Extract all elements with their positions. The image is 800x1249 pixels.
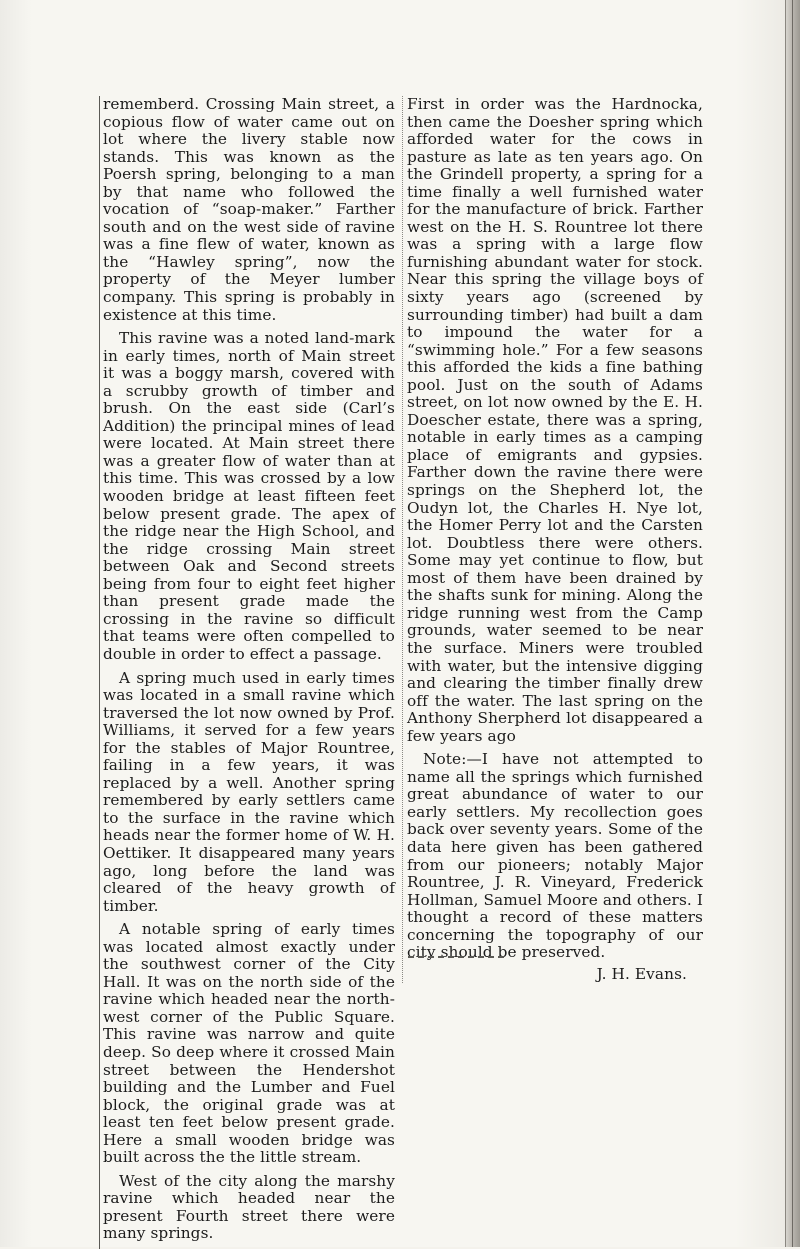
paragraph: First in order was the Hardnocka, then came the Doesher spring which afforded water for the cows in pasture as late as ten years ago. On the Grindell property, a spring for a time finally a well furnished water for the manufacture of brick. Farther west on the H. S. Rountree lot there was a spring with a large flow furnishing abundant water for stock. Near this spring the village boys of sixty years ago (screened by surrounding timber) had built a dam to impound the water for a “swimming hole.” For a few seasons this afforded the kids a fine bathing pool. Just on the south of Adams street, on lot now owned by the E. H. Doescher estate, there was a spring, notable in early times as a camping place of emigrants and gypsies. Farther down the ravine there were springs on the Shepherd lot, the Oudyn lot, the Charles H. Nye lot, the Homer Perry lot and the Carsten lot. Doubtless there were others. Some may yet continue to flow, but most of them have been drained by the shafts sunk for mining. Along the ridge running west from the Camp grounds, water seemed to be near the surface. Miners were troubled with water, but the intensive digging and clearing the timber finally drew off the water. The last spring on the Anthony Sherpherd lot disappeared a few years ago bbox=[407, 95, 703, 745]
paragraph: This ravine was a noted land-mark in early times, north of Main street it was a boggy marsh, covered with a scrubby growth of timber and brush. On the east side (Carl’s Addition) the principal mines of lead were located. At Main street there was a greater flow of water than at this time. This was crossed by a low wooden bridge at least fifteen feet below present grade. The apex of the ridge near the High School, and the ridge crossing Main street between Oak and Second streets being from four to eight feet higher than present grade made the crossing in the ravine so difficult that teams were often compelled to double in order to effect a passage. bbox=[103, 329, 395, 663]
paragraph: A notable spring of early times was located almost exactly under the southwest corner of the City Hall. It was on the north side of the ravine which headed near the north-west corner of the Public Square. This ravine was narrow and quite deep. So deep where it crossed Main street between the Hendershot building and the Lumber and Fuel block, the original grade was at least ten feet below present grade. Here a small wooden bridge was built across the the little stream. bbox=[103, 920, 395, 1167]
paragraph: rememberd. Crossing Main street, a copious flow of water came out on lot where the livery stable now stands. This was known as the Poersh spring, belonging to a man by that name who followed the vocation of “soap-maker.” Farther south and on the west side of ravine was a fine flew of water, known as the “Hawley spring”, now the property of the Meyer lumber company. This spring is probably in existence at this time. bbox=[103, 95, 395, 324]
page-binding-edge bbox=[785, 0, 800, 1247]
paragraph: A spring much used in early times was located in a small ravine which traversed the lot now owned by Prof. Williams, it served for a few years for the stables of Major Rountree, failing in a few years, it was replaced by a well. Another spring remembered by early settlers came to the surface in the ravine which heads near the former home of W. H. Oettiker. It disappeared many years ago, long before the land was cleared of the heavy growth of timber. bbox=[103, 668, 395, 915]
paragraph: Note:—I have not attempted to name all the springs which furnished great abundance of water to our early settlers. My recollection goes back over seventy years. Some of the data here given has been gathered from our pioneers; notably Major Rountree, J. R. Vineyard, Frederick Hollman, Samuel Moore and others. I thought a record of these matters concerning the topography of our city should be preserved. bbox=[407, 750, 703, 962]
end-rule bbox=[408, 956, 504, 958]
author-signature: J. H. Evans. bbox=[596, 964, 687, 983]
paragraph: West of the city along the marshy ravine which headed near the present Fourth street there were many springs. bbox=[103, 1171, 395, 1243]
article-right-column bbox=[402, 96, 703, 983]
article-left-column bbox=[99, 96, 395, 1249]
binding-line bbox=[792, 0, 793, 1247]
